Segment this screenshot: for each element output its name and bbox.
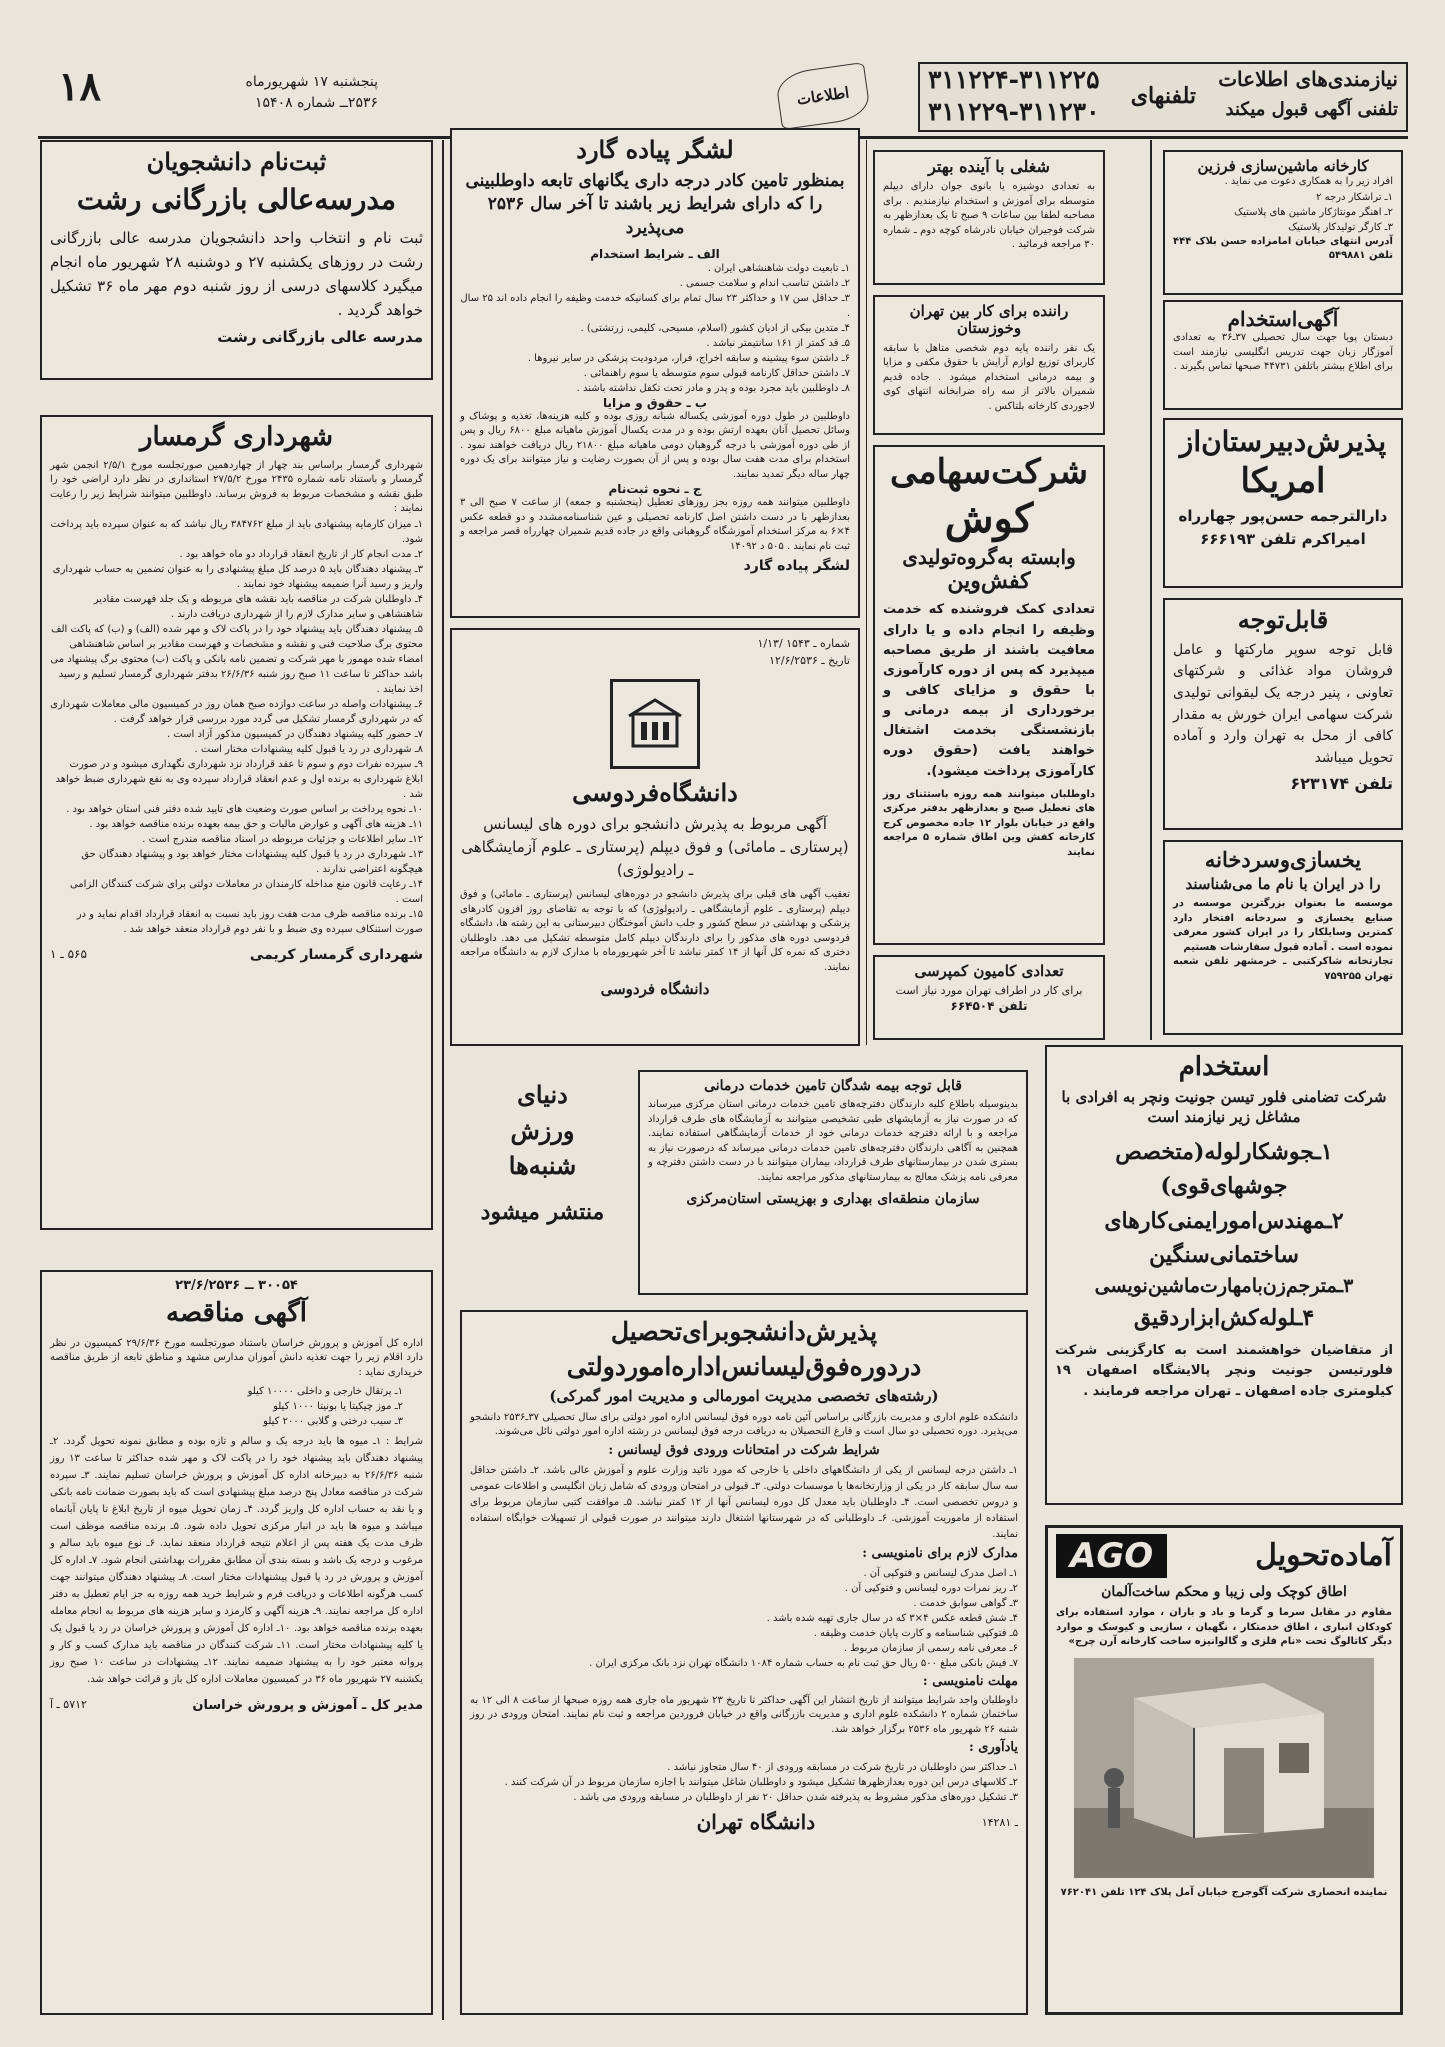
column-rule xyxy=(442,140,444,2020)
ad-monaqese xyxy=(40,1270,433,2015)
ago-lead: اطاق کوچک ولی زیبا و محکم ساخت‌آلمان xyxy=(1101,1584,1347,1600)
tehran-sub: (رشته‌های تخصصی مدیریت امورمالی و مدیریت امور گمرکی) xyxy=(549,1386,939,1405)
ad-shoghl xyxy=(873,150,1105,285)
page-number: ۱۸ xyxy=(58,63,101,110)
bimeh-sign: سازمان منطقه‌ای بهداری و بهزیستی استان‌مرکزی xyxy=(686,1191,980,1208)
garmsar-item: ۱ـ میزان کارمایه پیشنهادی باید از مبلغ ۳۸۴۷۶۲ ریال نباشد که به عنوان سپرده باید پرداخت شود. xyxy=(50,518,423,545)
driver-body: یک نفر راننده پایه دوم شخصی متاهل با سابقه کاربرای توزیع لوازم آرایش با حقوق مکفی و مزایا و بیمه درمانی استخدام میشود . جاده قدیم شمیران بالاتر از سه راه ضرابخانه انتهای کوی لاجوردی کارخانه بلتاکس . xyxy=(883,342,1095,412)
fridge-address: تجارتخانه شاکرکتبی ـ خرمشهر تلفن شعبه تهران ۷۵۹۲۵۵ xyxy=(1173,956,1393,982)
fluor-job: ۴ـلوله‌کش‌ابزاردقیق xyxy=(1133,1305,1315,1332)
kowsh-title-1: شرکت‌سهامی xyxy=(890,452,1088,492)
ago-logo xyxy=(1056,1534,1167,1578)
army-section-c: ج ـ نحوه ثبت‌نام xyxy=(608,482,702,497)
ago-footer: نماینده انحصاری شرکت آگوجرج خیابان آمل پلاک ۱۲۴ تلفن ۷۶۲۰۴۱ xyxy=(1060,1886,1388,1898)
garmsar-item: ۱۵ـ برنده مناقصه ظرف مدت هفت روز باید نسبت به انعقاد قرارداد اقدام نماید و در صورت استنکاف سپرده وی ضبط و با نفر دوم قرارداد منعقد خواهد شد . xyxy=(76,908,423,935)
army-salary: داوطلبین در طول دوره آموزشی یکساله شبانه روزی بوده و کلیه هزینه‌ها، تغذیه و پوشاک و وسائل تحصیل آنان بعهده ارتش بوده و در مدت یکسال آموزش ماهیانه مبلغ ۶۸۰۰ ریال و پس از طی دوره آموزشی با درجه گروهبان دومی ماهیانه مبلغ ۲۱۸۰۰ ریال دریافت خواهند نمود . استخدام برای مدت هفت سال بوده و پس از آن بصورت رضایت و نیاز میتوانند برای یک دوره چهار ساله دیگر تمدید نمایند. xyxy=(460,410,850,480)
army-register: داوطلبین میتوانند همه روزه بجز روزهای تعطیل (پنجشنبه و جمعه) از ساعت ۷ صبح الی ۳ بعدازظهر با در دست داشتن اصل کارنامه تحصیلی و عین شناسنامه‌مشدد و دو قطعه عکس ۴×۶ به مرکز استخدام آموزشگاه گروهبانی واقع در جاده قدیم شمیران چهارراه قصر مراجعه و ثبت نام نمایند . ۵۰۵ د ۱۴۰۹۲ xyxy=(460,497,850,552)
monaqese-item: ۲ـ موز چیکیتا یا بونیتا ۱۰۰۰ کیلو xyxy=(273,1401,403,1413)
ad-fridge xyxy=(1163,840,1403,1035)
varzesh-line-4: منتشر میشود xyxy=(480,1198,605,1225)
ad-fluor xyxy=(1045,1045,1403,1505)
garmsar-item: ۱۱ـ هزینه های آگهی و عوارض مالیات و حق بیمه بعهده برنده مناقصه خواهد بود . xyxy=(89,818,423,830)
ad-bimeh xyxy=(638,1070,1028,1295)
ferdowsi-emblem-icon xyxy=(610,679,700,769)
garmsar-item: ۲ـ مدت انجام کار از تاریخ انعقاد قرارداد دو ماه خواهد بود . xyxy=(179,548,423,560)
garmsar-item: ۳ـ پیشنهاد دهندگان باید ۵ درصد کل مبلغ پیشنهادی را به عنوان تضمین به حساب شهرداری واریز و رسید آنرا ضمیمه پیشنهاد خود نمایند . xyxy=(52,563,423,590)
rasht-title-1: ثبت‌نام دانشجویان xyxy=(146,147,327,176)
ad-ferdowsi xyxy=(450,628,860,1046)
column-rule xyxy=(1150,140,1152,1040)
army-item: ۶ـ داشتن سوء پیشینه و سابقه اخراج، فرار، مردودیت پزشکی در سایر نیروها . xyxy=(527,352,850,364)
fluor-job: جوشهای‌قوی) xyxy=(1160,1173,1288,1200)
varzesh-line-1: دنیای xyxy=(517,1080,568,1109)
ferdowsi-body: تعقیب آگهی های قبلی برای پذیرش دانشجو در دوره‌های لیسانس (پرستاری ـ مامائی) و فوق دیپلم (پرستاری ـ علوم آزمایشگاهی ـ رادیولوژی) که با توجه به تقاضای روز افزون کادرهای پزشکی و بهداشتی در سطح کشور و جلب دانش آموختگان دبیرستانی به این رشته ها، دانشگاه فردوسی دوره های مذکور را برای دارندگان دیپلم کامل متوسطه تشکیل می دهد. داوطلبان دختری که نمره کل آنها از ۱۴ کمتر نباشد تا آخر شهریورماه با مدارک لازم به دانشگاه مراجعه نمایند. xyxy=(460,889,850,973)
compressor-title: تعدادی کامیون کمپرسی xyxy=(914,962,1064,980)
tehran-document: ۵ـ فتوکپی شناسنامه و کارت پایان خدمت وظیفه . xyxy=(813,1627,1018,1639)
army-item: ۱ـ تابعیت دولت شاهنشاهی ایران . xyxy=(707,262,850,274)
army-conditions xyxy=(460,261,850,396)
ad-america xyxy=(1163,418,1403,588)
ago-cabin-image xyxy=(1074,1658,1374,1878)
ferdowsi-title: دانشگاه‌فردوسی xyxy=(572,778,738,807)
army-item: ۴ـ متدین بیکی از ادیان کشور (اسلام، مسیحی، کلیمی، زرتشتی) . xyxy=(580,322,850,334)
garmsar-item: ۱۲ـ سایر اطلاعات و جزئیات مربوطه در اسناد مناقصه مندرج است . xyxy=(142,833,423,845)
garmsar-item: ۶ـ پیشنهادات واصله در ساعت دوازده صبح همان روز در کمیسیون مالی معاملات شهرداری که در شهرداری گرمسار تشکیل می گردد مورد بررسی قرار خواهد گرفت . xyxy=(50,698,423,725)
fridge-lead: را در ایران با نام ما می‌شناسند xyxy=(1185,875,1381,894)
newspaper-logo xyxy=(775,62,872,130)
army-section-a: الف ـ شرایط استخدام xyxy=(590,246,720,261)
fluor-job: ۳ـمترجم‌زن‌بامهارت‌ماشین‌نویسی xyxy=(1094,1274,1354,1297)
bimeh-title: قابل توجه بیمه شدگان تامین خدمات درمانی xyxy=(704,1078,962,1094)
factory-job: ۳ـ کارگر تولیدکار پلاستیک xyxy=(1288,221,1393,233)
factory-job: ۱ـ تراشکار درجه ۲ xyxy=(1316,191,1393,203)
tehran-section-a: شرایط شرکت در امتحانات ورودی فوق لیسانس : xyxy=(608,1442,880,1458)
garmsar-item: ۸ـ شهرداری در رد یا قبول کلیه پیشنهادات مختار است . xyxy=(194,743,423,755)
tehran-sign: دانشگاه تهران xyxy=(696,1810,816,1834)
tehran-documents xyxy=(470,1566,1018,1671)
fluor-job: ۱ـجوشکارلوله‌(متخصص xyxy=(1115,1139,1333,1166)
garmsar-item: ۱۴ـ رعایت قانون منع مداخله کارمندان در معاملات دولتی برای شرکت کنندگان الزامی است . xyxy=(69,878,423,905)
garmsar-sign: شهرداری گرمسار کریمی xyxy=(249,946,423,963)
ad-garmsar xyxy=(40,415,433,1230)
ago-title: آماده‌تحویل xyxy=(1255,1537,1392,1573)
tehran-section-d: یادآوری : xyxy=(968,1740,1018,1756)
bimeh-body: بدینوسیله باطلاع کلیه دارندگان دفترچه‌های تامین خدمات درمانی استان مرکزی میرساند که در صورت نیاز به آزمایشهای طبی تشخیصی میتوانند به آزمایشگاه های طرف قرارداد مراجعه و با ارائه دفترچه خدمات درمانی خود از خدمات آزمایشگاهی استفاده نمایند. همچنین به آگاهی دارندگان دفترچه‌های تامین خدمات درمانی میرساند که درصورت نیاز به بستری شدن در بیمارستانهای طرف قرارداد، بیماران میتوانند با در دست داشتن دفترچه و معرفی نامه پزشک معالج به بیمارستانهای مذکور مراجعه نمایند. xyxy=(648,1099,1018,1183)
rasht-body: ثبت نام و انتخاب واحد دانشجویان مدرسه عالی بازرگانی رشت در روزهای یکشنبه ۲۷ و دوشنبه ۲۸ شهریور ماه انجام میگیرد کلاسهای درسی از روز شنبه دوم مهر ماه ۳۶ تشکیل خواهد گردید . xyxy=(50,228,423,319)
garmsar-intro: شهرداری گرمسار براساس بند چهار از چهاردهمین صورتجلسه مورخ ۲/۵/۱ انجمن شهر گرمسار و باستناد نامه شماره ۲۴۳۵ مورخ ۲۷/۵/۲ استانداری در نظر دارد اراضی خود را طبق نقشه و مشخصات مربوط به فروش برساند. داوطلبین میتوانند شرایط زیر را رعایت نمایند : xyxy=(50,459,423,515)
logo-text: اطلاعات xyxy=(795,83,851,109)
factory-jobs xyxy=(1173,190,1393,235)
shoghl-body: به تعدادی دوشیزه یا بانوی جوان دارای دیپلم متوسطه برای آموزش و استخدام نیازمندیم . برای مصاحبه لطفا بین ساعات ۹ صبح تا یک بعدازظهر به شرکت فوجیران خیابان نادرشاه کوچه دوم ـ شماره ۳۰ مراجعه فرمائید . xyxy=(883,181,1095,251)
army-item: ۷ـ داشتن حداقل کارنامه قبولی سوم متوسطه یا سوم راهنمائی . xyxy=(583,367,850,379)
monaqese-code: ۵۷۱۲ ـ آ xyxy=(50,1698,87,1712)
estekhdam-school-title: آگهی‌استخدام xyxy=(1227,307,1339,331)
section-title: نیازمندی‌های اطلاعات xyxy=(1218,67,1398,91)
fluor-footer: از متقاضیان خواهشمند است به کارگزینی شرکت فلورتیسن جونیت ونچر پالایشگاه اصفهان ۱۹ کیلومتری جاده اصفهان ـ تهران مراجعه فرمایند . xyxy=(1055,1343,1393,1399)
ad-kowsh xyxy=(873,445,1105,945)
monaqese-title: آگهی مناقصه xyxy=(166,1298,307,1328)
america-body: دارالترجمه حسن‌پور چهارراه امیراکرم تلفن ۶۶۶۱۹۳ xyxy=(1178,507,1388,548)
monaqese-header-num: ۳۰۰۵۴ ــ ۲۳/۶/۲۵۳۶ xyxy=(175,1278,298,1293)
tehran-reminders xyxy=(470,1760,1018,1805)
issue-date xyxy=(138,72,378,114)
ad-varzesh xyxy=(460,1055,625,1300)
garmsar-item: ۱۳ـ شهرداری در رد یا قبول کلیه پیشنهادات مختار خواهد بود و پیشنهاد دهندگان حق هیچگونه اعتراضی ندارند . xyxy=(81,848,423,875)
fluor-title: استخدام xyxy=(1178,1052,1270,1082)
monaqese-item: ۱ـ پرتقال خارجی و داخلی ۱۰۰۰۰ کیلو xyxy=(247,1386,403,1398)
monaqese-intro: اداره کل آموزش و پرورش خراسان باستناد صورتجلسه مورخ ۲۹/۶/۳۶ کمیسیون در نظر دارد اقلام زیر را جهت تغذیه دانش آموزان مدارس مشهد و مناطق تابعه از طریق مناقصه خریداری نماید : xyxy=(50,1337,423,1378)
tehran-section-b: مدارک لازم برای نامنویسی : xyxy=(862,1545,1018,1561)
tehran-section-c: مهلت نامنویسی : xyxy=(922,1673,1018,1689)
kowsh-body: تعدادی کمک فروشنده که خدمت وظیفه را انجام داده و یا دارای معافیت باشند از طریق مصاحبه میپذیرد که پس از دوره کارآموزی با حقوق و مزایای کافی و برخورداری از بیمه درمانی و بازنشستگی بخدمت اشتغال خواهند یافت (حقوق دوره کارآموزی پرداخت میشود). xyxy=(883,602,1095,779)
factory-title: کارخانه ماشین‌سازی فرزین xyxy=(1197,157,1369,175)
ferdowsi-ref-date: تاریخ ـ ۱۲/۶/۲۵۳۶ xyxy=(769,653,850,667)
rasht-title-2: مدرسه‌عالی بازرگانی رشت xyxy=(76,182,397,216)
ad-factory xyxy=(1163,150,1403,295)
fluor-jobs xyxy=(1055,1135,1393,1335)
varzesh-line-3: شنبه‌ها xyxy=(508,1151,577,1181)
qabel-phone: تلفن ۶۲۳۱۷۴ xyxy=(1290,773,1393,793)
ad-tehran-university xyxy=(460,1310,1028,2015)
garmsar-code: ۵۶۵ ـ ۱ xyxy=(50,946,87,961)
kowsh-sub: وابسته به‌گروه‌تولیدی xyxy=(902,545,1076,570)
tehran-document: ۴ـ شش قطعه عکس ۴×۳ که در سال جاری تهیه شده باشد . xyxy=(766,1612,1018,1624)
monaqese-sign: مدیر کل ـ آموزش و پرورش خراسان xyxy=(192,1698,423,1714)
garmsar-item: ۹ـ سپرده نفرات دوم و سوم تا عقد قرارداد نزد شهرداری نگهداری میشود و در صورت ابلاغ شهرداری به برنده اول و عدم انعقاد قرارداد سپرده وی به نفع شهرداری ضبط خواهد شد . xyxy=(55,758,423,800)
tehran-intro: دانشکده علوم اداری و مدیریت بازرگانی براساس آئین نامه دوره فوق لیسانس اداره امور دولتی برای سال تحصیلی ۳۷ـ۲۵۳۶ دانشجو می‌پذیرد. دوره تحصیلی دو سال است و فارغ التحصیلان به دریافت درجه فوق لیسانس در رشته اداره امور دولتی نائل می‌شوند. xyxy=(470,1411,1018,1438)
driver-title: راننده برای کار بین تهران وخوزستان xyxy=(909,302,1069,338)
fluor-lead: شرکت تضامنی فلور تیسن جونیت ونچر به افرادی با مشاغل زیر نیازمند است xyxy=(1061,1087,1387,1127)
tehran-deadline: داوطلبان واجد شرایط میتوانند از تاریخ انتشار این آگهی حداکثر تا تاریخ ۲۳ شهریور ماه جاری همه روزه صبحها از ساعت ۸ الی ۱۲ به ساختمان شماره ۲ دانشکده علوم اداری و مدیریت بازرگانی واقع در خیابان فروردین مراجعه و ثبت نام نمایند. امتحان ورودی در روز شنبه ۲۶ شهریور ماه ۲۵۳۶ برگزار خواهد شد. xyxy=(470,1694,1018,1735)
monaqese-item: ۳ـ سیب درختی و گلابی ۲۰۰۰ کیلو xyxy=(263,1416,403,1428)
compressor-body: برای کار در اطراف تهران مورد نیاز است xyxy=(895,984,1083,998)
army-section-b: ب ـ حقوق و مزایا xyxy=(603,395,707,410)
kowsh-sub-2: کفش‌وین xyxy=(947,568,1031,595)
tehran-document: ۱ـ اصل مدرک لیسانس و فتوکپی آن . xyxy=(863,1567,1018,1579)
qabel-title: قابل‌توجه xyxy=(1237,605,1329,634)
phones-label: تلفنهای xyxy=(1130,83,1196,109)
tehran-document: ۶ـ معرفی نامه رسمی از سازمان مربوط . xyxy=(843,1642,1018,1654)
ferdowsi-ref xyxy=(758,636,851,669)
phones-line-2: ۳۱۱۲۲۹-۳۱۱۲۳۰ xyxy=(928,97,1100,126)
tehran-reminder: ۱ـ حداکثر سن داوطلبان در تاریخ شرکت در مسابقه ورودی از ۴۰ سال متجاوز نباشد . xyxy=(667,1762,1018,1773)
tehran-reminder: ۲ـ کلاسهای درس این دوره بعدازظهرها تشکیل میشود و داوطلبان شاغل میتوانند با اجازه سازمان مربوط در آن شرکت کنند . xyxy=(504,1777,1018,1788)
kowsh-small: داوطلبان میتوانند همه روزه باستثنای روز های تعطیل صبح و بعدازظهر بدفتر مرکزی واقع در خیابان بلوار ۱۲ جاده مخصوص کرج کارخانه کفش وین اطاق شماره ۵ مراجعه نمایند xyxy=(883,788,1095,858)
ad-compressor xyxy=(873,955,1105,1040)
date-text: پنجشنبه ۱۷ شهریورماه xyxy=(245,74,378,90)
tehran-reminder: ۳ـ تشکیل دوره‌های مذکور مشروط به پذیرفته شدن حداقل ۲۰ نفر از داوطلبان در مسابقه ورودی می باشد . xyxy=(573,1792,1018,1803)
ad-estekhdam-school xyxy=(1163,300,1403,410)
ad-qabel xyxy=(1163,598,1403,830)
fluor-job: ۲ـمهندس‌امورایمنی‌کارهای xyxy=(1104,1207,1344,1234)
varzesh-line-2: ورزش xyxy=(510,1115,575,1145)
america-title-1: پذیرش‌دبیرستان‌از xyxy=(1179,425,1387,458)
tehran-title-1: پذیرش‌دانشجو‌برای‌تحصیل xyxy=(610,1317,878,1346)
ferdowsi-sign: دانشگاه فردوسی xyxy=(600,980,710,999)
garmsar-item: ۵ـ پیشنهاد دهندگان باید پیشنهاد خود را در پاکت لاک و مهر شده (الف) و (ب) که پاکت الف محتوی برگ صلاحیت فنی و نقشه و مشخصات و فهرست مقادیر بر اساس شاهنشاهی امضاء شده مهمور با مهر شرکت و تضمین نامه بانکی و پاکت (ب) محتوی برگ پیشنهاد می باشد حداکثر تا ساعت ۱۱ صبح روز شنبه ۲۶/۶/۳۶ بدفتر شهرداری گرمسار تسلیم و رسید اخذ نمایند . xyxy=(50,623,423,695)
compressor-phone: تلفن ۶۶۴۵۰۴ xyxy=(950,999,1028,1014)
tehran-document: ۷ـ فیش بانکی مبلغ ۵۰۰ ریال حق ثبت نام به حساب شماره ۱۰۸۴ دانشگاه تهران نزد بانک مرکزی ایران . xyxy=(589,1657,1018,1669)
garmsar-item: ۴ـ داوطلبان شرکت در مناقصه باید نقشه های مربوطه و یک جلد فهرست مقادیر شاهنشاهی و سایر مدارک لازم را از شهرداری دریافت دارند . xyxy=(93,593,423,620)
tehran-document: ۲ـ ریز نمرات دوره لیسانس و فتوکپی آن . xyxy=(844,1582,1018,1594)
garmsar-conditions xyxy=(50,517,423,937)
army-title: لشگر پیاده گارد xyxy=(576,135,734,164)
army-sign: لشگر پیاده گارد xyxy=(743,558,850,575)
ago-body: مقاوم در مقابل سرما و گرما و باد و باران ، موارد استفاده برای کودکان انباری ، اطاق خدمتکار ، نگهبان ، سازیی و کیوسک و موارد دیگر کاتالوگ تحت «نام فلزی و گالوانیزه ساخت کارخانه آرن چرج» xyxy=(1056,1607,1392,1648)
america-title-2: امریکا xyxy=(1240,461,1326,502)
army-item: ۳ـ حداقل سن ۱۷ و حداکثر ۲۳ سال تمام برای کسانیکه خدمت وظیفه را انجام داده اند ۲۵ سال . xyxy=(460,292,850,319)
ad-ago xyxy=(1045,1525,1403,2015)
garmsar-item: ۱۰ـ نحوه پرداخت بر اساس صورت وضعیت های تایید شده دفتر فنی استان خواهد بود . xyxy=(66,803,423,815)
army-lead: بمنظور تامین کادر درجه داری یگانهای تابعه داوطلبینی را که دارای شرایط زیر باشند تا آخر سال ۲۵۳۶ می‌پذیرد xyxy=(465,170,845,239)
qabel-body: قابل توجه سوپر مارکتها و عامل فروشان مواد غذائی و شرکتهای تعاونی ، پنیر درجه یک لیقوانی تولیدی شرکت سهامی ایران خورش به مقدار کافی از محل به تهران وارد و آماده تحویل میباشد xyxy=(1173,641,1393,767)
factory-body: افراد زیر را به همکاری دعوت می نماید . xyxy=(1224,176,1393,188)
column-rule xyxy=(866,140,867,1045)
fridge-title: یخسازی‌وسردخانه xyxy=(1204,847,1362,872)
issue-text: ۲۵۳۶ــ شماره ۱۵۴۰۸ xyxy=(255,95,378,111)
factory-address: آدرس انتهای خیابان امامزاده حسن بلاک ۴۴۴ تلفن ۵۴۹۸۸۱ xyxy=(1173,235,1393,262)
garmsar-item: ۷ـ حضور کلیه پیشنهاد دهندگان در کمیسیون مذکور آزاد است . xyxy=(166,728,423,740)
rasht-sign: مدرسه عالی بازرگانی رشت xyxy=(217,327,423,346)
ferdowsi-lead: آگهی مربوط به پذیرش دانشجو برای دوره های لیسانس (پرستاری ـ مامائی) و فوق دیپلم (پرستاری ـ علوم آزمایشگاهی ـ رادیولوژی) xyxy=(461,814,849,880)
ad-army xyxy=(450,128,860,618)
tehran-document: ۳ـ گواهی سوابق خدمت . xyxy=(913,1597,1018,1609)
kowsh-title-2: کوش xyxy=(944,495,1034,543)
army-item: ۵ـ قد کمتر از ۱۶۱ سانتیمتر نباشد . xyxy=(706,337,850,349)
estekhdam-school-body: دبستان پویا جهت سال تحصیلی ۳۷ـ۳۶ به تعدادی آموزگار زبان جهت تدریس انگلیسی نیازمند است برای اطلاع بیشتر باتلفن ۴۴۷۳۱ صبحها تماس بگیرند . xyxy=(1173,332,1393,372)
factory-job: ۲ـ اهنگر مونتاژکار ماشین های پلاستیک xyxy=(1234,206,1393,218)
ferdowsi-ref-num: شماره ـ ۱۵۴۳ /۱/۱۳ xyxy=(757,637,850,650)
ad-rasht xyxy=(40,140,433,380)
shoghl-title: شغلی با آینده بهتر xyxy=(928,157,1050,176)
monaqese-items xyxy=(70,1384,403,1429)
phones-line-1: ۳۱۱۲۲۴-۳۱۱۲۲۵ xyxy=(928,65,1100,94)
monaqese-conditions: شرایط : ۱ـ میوه ها باید درجه یک و سالم و تازه بوده و مطابق نمونه تحویل گردد. ۲ـ پیشنهاد دهندگان باید پیشنهاد خود را در پاکت لاک و مهر شده حداکثر تا ساعت ۱۳ روز شنبه ۲۶/۶/۳۶ به دبیرخانه اداره کل آموزش و پرورش خراسان تسلیم نمایند. ۳ـ سپرده شرکت در مناقصه معادل پنج درصد مبلغ پیشنهادی است که باید بصورت ضمانت نامه بانکی و یا نقد به حساب اداره کل واریز گردد. ۴ـ زمان تحویل میوه از تاریخ ابلاغ تا پایان آبانماه میباشد و میوه ها باید در انبار مرکزی تحویل داده شود. ۵ـ برنده مناقصه موظف است ظرف مدت یک هفته پس از اعلام نتیجه قرارداد منعقد نماید. ۶ـ نوع میوه باید سالم و مرغوب و درجه یک باشد و بسته بندی آن مطابق مقررات بهداشتی انجام شود. ۷ـ اداره کل آموزش و پرورش در رد یا قبول پیشنهادات مختار است. ۸ـ پیشنهاد دهندگان میتوانند جهت کسب هرگونه اطلاعات و دریافت فرم و شرایط خرید همه روزه به جز ایام تعطیل به دفتر اداره کل مراجعه نمایند. ۹ـ هزینه آگهی و کارمزد و سایر هزینه های مربوط به انجام معامله بعهده برنده مناقصه خواهد بود. ۱۰ـ اداره کل آموزش و پرورش خراسان در رد یا قبول یک یا کلیه پیشنهادات مختار است. ۱۱ـ شرکت کنندگان در مناقصه باید مدارک کسب و کار و پروانه معتبر خود را به پیشنهاد ضمیمه نمایند. ۱۲ـ پیشنهادات در ساعت ۱۰ صبح روز یکشنبه ۲۷ شهریور ماه ۳۶ در کمیسیون معاملات اداره کل باز و قرائت خواهد شد. xyxy=(50,1436,423,1686)
fluor-job: ساختمانی‌سنگین xyxy=(1149,1241,1299,1268)
fridge-body: موسسه ما بعنوان بزرگترین موسسه در صنایع یخسازی و سردخانه افتخار دارد کمترین وسایلکار را در ایران کشور معرفی نموده است . آماده قبول سفارشات هستیم xyxy=(1173,898,1393,953)
tehran-conditions: ۱ـ داشتن درجه لیسانس از یکی از دانشگاههای داخلی یا خارجی که مورد تائید وزارت علوم و آموزش عالی باشد. ۲ـ داشتن حداقل سه سال سابقه کار در یکی از وزارتخانه‌ها یا موسسات دولتی. ۳ـ قبولی در امتحان ورودی که شامل زبان انگلیسی و اطلاعات عمومی و دروس تخصصی است. ۴ـ داوطلبان باید معدل کل دوره لیسانس آنها از ۱۲ کمتر نباشد. ۵ـ موافقت کتبی سازمان مربوط برای استفاده از ماموریت آموزشی. ۶ـ داوطلبانی که در شهرستانها اشتغال دارند میتوانند در صورت قبولی از تسهیلات خوابگاه استفاده نمایند. xyxy=(470,1464,1018,1540)
ago-logo-text: AGO xyxy=(1070,1536,1154,1576)
tehran-title-2: دردوره‌فوق‌لیسانس‌اداره‌امور‌دولتی xyxy=(566,1351,922,1381)
tehran-code: ـ ۱۴۲۸۱ xyxy=(981,1816,1018,1829)
army-item: ۸ـ داوطلبین باید مجرد بوده و پدر و مادر تحت تکفل نداشته باشند . xyxy=(576,382,850,394)
garmsar-title: شهرداری گرمسار xyxy=(139,422,334,452)
classified-header xyxy=(918,62,1408,132)
ad-driver xyxy=(873,295,1105,435)
section-sub: تلفنی آگهی قبول میکند xyxy=(1225,99,1398,120)
army-item: ۲ـ داشتن تناسب اندام و سلامت جسمی . xyxy=(679,277,850,289)
